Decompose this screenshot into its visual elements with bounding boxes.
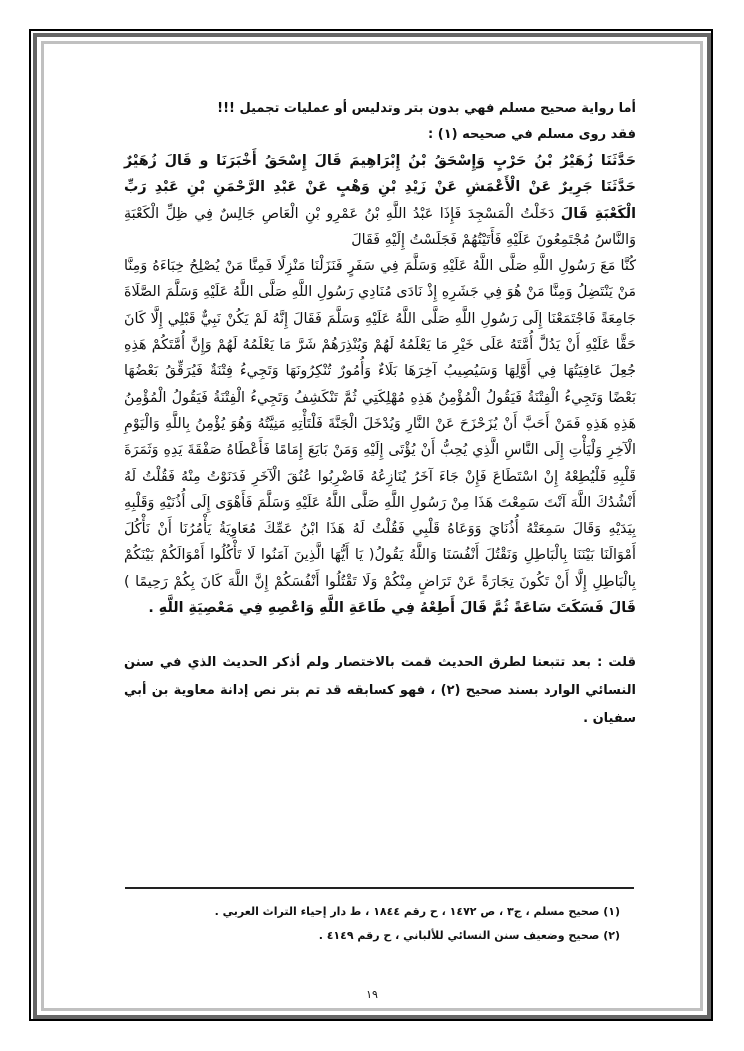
footnotes	[140, 900, 620, 948]
intro-line: فقد روى مسلم في صحيحه (١) :	[428, 127, 636, 142]
footnote-separator	[125, 887, 634, 889]
hadith-matn-body: كُنَّا مَعَ رَسُولِ اللَّهِ صَلَّى اللَّهُ عَلَيْهِ وَسَلَّمَ فِي سَفَرٍ فَنَزَلْنَا مَنْزِلًا فَمِنَّا مَنْ يُصْلِحُ خِبَاءَهُ وَمِنَّا مَنْ يَنْتَضِلُ وَمِنَّا مَنْ هُوَ فِي جَشَرِهِ إِذْ نَادَى مُنَادِي رَسُولِ اللَّهِ صَلَّى اللَّهُ عَلَيْهِ وَسَلَّمَ الصَّلَاةَ جَامِعَةً فَاجْتَمَعْنَا إِلَى رَسُولِ اللَّهِ صَلَّى اللَّهُ عَلَيْهِ وَسَلَّمَ فَقَالَ إِنَّهُ لَمْ يَكُنْ نَبِيٌّ قَبْلِي إِلَّا كَانَ حَقًّا عَلَيْهِ أَنْ يَدُلَّ أُمَّتَهُ عَلَى خَيْرِ مَا يَعْلَمُهُ لَهُمْ وَيُنْذِرَهُمْ شَرَّ مَا يَعْلَمُهُ لَهُمْ وَإِنَّ أُمَّتَكُمْ هَذِهِ جُعِلَ عَافِيَتُهَا فِي أَوَّلِهَا وَسَيُصِيبُ آخِرَهَا بَلَاءٌ وَأُمُورٌ تُنْكِرُونَهَا وَتَجِيءُ فِتْنَةٌ فَيُرَقِّقُ بَعْضُهَا بَعْضًا وَتَجِيءُ الْفِتْنَةُ فَيَقُولُ الْمُؤْمِنُ هَذِهِ مُهْلِكَتِي ثُمَّ تَنْكَشِفُ وَتَجِيءُ الْفِتْنَةُ فَيَقُولُ الْمُؤْمِنُ هَذِهِ هَذِهِ فَمَنْ أَحَبَّ أَنْ يُزَحْزَحَ عَنْ النَّارِ وَيُدْخَلَ الْجَنَّةَ فَلْتَأْتِهِ مَنِيَّتُهُ وَهُوَ يُؤْمِنُ بِاللَّهِ وَالْيَوْمِ الْآخِرِ وَلْيَأْتِ إِلَى النَّاسِ الَّذِي يُحِبُّ أَنْ يُؤْتَى إِلَيْهِ وَمَنْ بَايَعَ إِمَامًا فَأَعْطَاهُ صَفْقَةَ يَدِهِ وَثَمَرَةَ قَلْبِهِ فَلْيُطِعْهُ إِنْ اسْتَطَاعَ فَإِنْ جَاءَ آخَرُ يُنَازِعُهُ فَاضْرِبُوا عُنُقَ الْآخَرِ فَدَنَوْتُ مِنْهُ فَقُلْتُ لَهُ أَنْشُدُكَ اللَّهَ آنْتَ سَمِعْتَ هَذَا مِنْ رَسُولِ اللَّهِ صَلَّى اللَّهُ عَلَيْهِ وَسَلَّمَ فَأَهْوَى إِلَى أُذُنَيْهِ وَقَلْبِهِ بِيَدَيْهِ وَقَالَ سَمِعَتْهُ أُذُنَايَ وَوَعَاهُ قَلْبِي فَقُلْتُ لَهُ هَذَا ابْنُ عَمِّكَ مُعَاوِيَةُ يَأْمُرُنَا أَنْ نَأْكُلَ أَمْوَالَنَا بَيْنَنَا بِالْبَاطِلِ وَنَقْتُلَ أَنْفُسَنَا وَاللَّهُ يَقُولُ( يَا أَيُّهَا الَّذِينَ آمَنُوا لَا تَأْكُلُوا أَمْوَالَكُمْ بَيْنَكُمْ بِالْبَاطِلِ إِلَّا أَنْ تَكُونَ تِجَارَةً عَنْ تَرَاضٍ مِنْكُمْ وَلَا تَقْتُلُوا أَنْفُسَكُمْ إِنَّ اللَّهَ كَانَ بِكُمْ رَحِيمًا )	[124, 258, 636, 590]
page-body	[124, 96, 636, 733]
section-heading: أما رواية صحيح مسلم فهي بدون بتر وتدليس أو عمليات تجميل !!!	[217, 101, 636, 116]
author-note: قلت : بعد تتبعنا لطرق الحديث قمت بالاختصار ولم أذكر الحديث الذي في سنن النسائي الوارد بسند صحيح (٢) ، فهو كسابقه قد تم بتر نص إدانة معاوية بن أبي سفيان .	[124, 655, 636, 727]
hadith-isnad: حَدَّثَنَا زُهَيْرُ بْنُ حَرْبٍ وَإِسْحَقُ بْنُ إِبْرَاهِيمَ قَالَ إِسْحَقُ أَخْبَرَنَا و قَالَ زُهَيْرٌ حَدَّثَنَا جَرِيرٌ عَنْ الْأَعْمَشِ عَنْ زَيْدِ بْنِ وَهْبٍ عَنْ عَبْدِ الرَّحْمَنِ بْنِ عَبْدِ رَبِّ الْكَعْبَةِ قَالَ	[124, 153, 636, 222]
footnote-2: (٢) صحيح وضعيف سنن النسائي للألباني ، ح رقم ٤١٤٩ .	[318, 929, 620, 942]
page-number: ١٩	[366, 988, 378, 1001]
hadith-text-block	[124, 148, 636, 621]
hadith-matn-opening: دَخَلْتُ الْمَسْجِدَ فَإِذَا عَبْدُ اللَّهِ بْنُ عَمْرِو بْنِ الْعَاصِ جَالِسٌ فِي ظِلِّ الْكَعْبَةِ وَالنَّاسُ مُجْتَمِعُونَ عَلَيْهِ فَأَتَيْتُهُمْ فَجَلَسْتُ إِلَيْهِ فَقَالَ	[124, 205, 636, 248]
hadith-ending: قَالَ فَسَكَتَ سَاعَةً ثُمَّ قَالَ أَطِعْهُ فِي طَاعَةِ اللَّهِ وَاعْصِهِ فِي مَعْصِيَةِ اللَّهِ .	[148, 600, 636, 617]
footnote-1: (١) صحيح مسلم ، ج٣ ، ص ١٤٧٢ ، ح رقم ١٨٤٤ ، ط دار إحياء التراث العربي .	[214, 905, 620, 918]
